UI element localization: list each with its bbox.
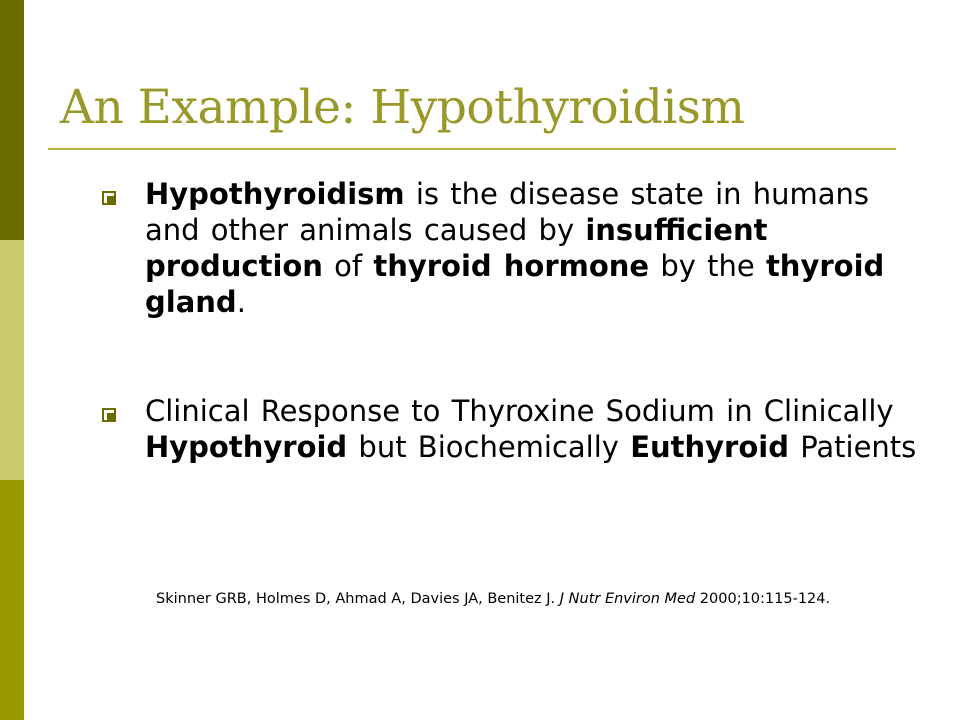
slide-title: An Example: Hypothyroidism <box>60 80 745 135</box>
bullet-text-segment: thyroid hormone <box>373 249 650 283</box>
bullet-item-definition <box>102 176 922 320</box>
title-underline <box>48 148 896 150</box>
bullet-text-segment: of <box>322 249 374 283</box>
citation-authors: Skinner GRB, Holmes D, Ahmad A, Davies JA, Benitez J. <box>156 591 560 607</box>
bullet-text-segment: Clinical Response to Thyroxine Sodium in Clinically <box>145 394 894 428</box>
bullet-item-clinical-response <box>102 393 922 465</box>
bullet-text-segment: . <box>236 285 246 319</box>
bullet-text-segment: Hypothyroidism <box>145 177 405 211</box>
square-bullet-icon <box>102 408 116 422</box>
citation <box>156 588 830 610</box>
bullet-text-segment: Patients <box>788 430 917 464</box>
bullet-text-segment: is the disease state in humans and other animals caused by <box>145 177 869 247</box>
bullet-text-segment: thyroid gland <box>145 249 885 319</box>
bullet-text-segment: Hypothyroid <box>145 430 348 464</box>
square-bullet-icon <box>102 191 116 205</box>
bullet-text-segment: by the <box>649 249 766 283</box>
side-bar-bottom-segment <box>0 480 24 720</box>
citation-details: 2000;10:115-124. <box>695 591 831 607</box>
citation-journal: J Nutr Environ Med <box>559 591 696 607</box>
bullet-text-segment: but Biochemically <box>347 430 631 464</box>
side-bar-middle-segment <box>0 240 24 480</box>
bullet-text-segment: Euthyroid <box>630 430 789 464</box>
bullet-text-segment: insufficient production <box>145 213 768 283</box>
side-bar-top-segment <box>0 0 24 240</box>
